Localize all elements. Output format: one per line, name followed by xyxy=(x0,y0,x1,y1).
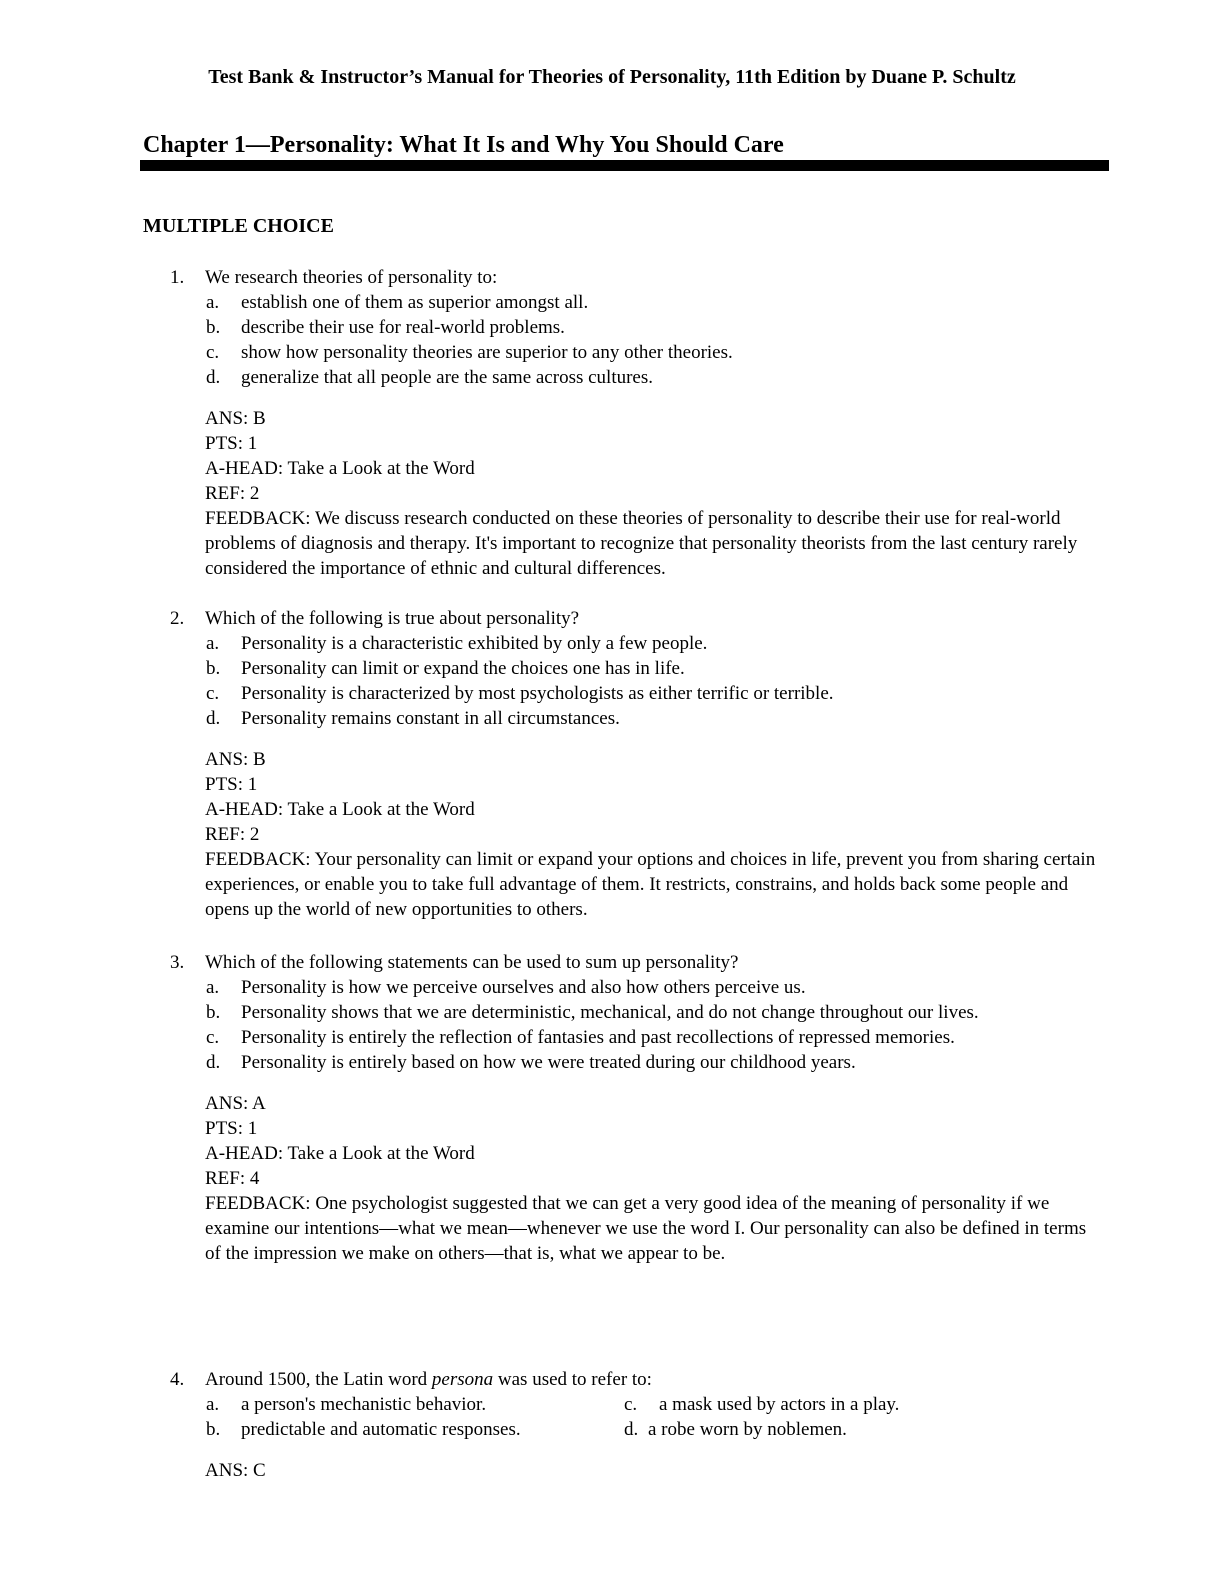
feedback: FEEDBACK: One psychologist suggested that we can get a very good idea of the meaning of personality if we examine our intentions—what we mean—whenever we use the word I. Our personality can also be defined in terms of the impression we make on others—that is, what we appear to be. xyxy=(205,1193,1087,1264)
option-text: Personality is entirely the reflection of fantasies and past recollections of repressed memories. xyxy=(241,1027,955,1048)
chapter-title: Chapter 1—Personality: What It Is and Why You Should Care xyxy=(143,132,784,158)
option-letter: a. xyxy=(206,977,220,998)
feedback: FEEDBACK: We discuss research conducted on these theories of personality to describe their use for real-world problems of diagnosis and therapy. It's important to recognize that personality theorists from the last century rarely considered the importance of ethnic and cultural differences. xyxy=(205,508,1078,579)
option-letter: c. xyxy=(206,683,220,704)
answer: ANS: B xyxy=(205,749,266,770)
a-head: A-HEAD: Take a Look at the Word xyxy=(205,1143,475,1164)
points: PTS: 1 xyxy=(205,1118,258,1139)
a-head: A-HEAD: Take a Look at the Word xyxy=(205,799,475,820)
answer-block xyxy=(205,406,1224,581)
option-letter: b. xyxy=(206,1002,221,1023)
option-a xyxy=(0,290,1224,315)
stem-before: Around 1500, the Latin word xyxy=(205,1369,432,1390)
option-text: Personality remains constant in all circumstances. xyxy=(241,708,620,729)
option-c xyxy=(0,340,1224,365)
option-text: Personality is how we perceive ourselves and also how others perceive us. xyxy=(241,977,806,998)
points: PTS: 1 xyxy=(205,433,258,454)
option-a xyxy=(0,631,1224,656)
answer: ANS: C xyxy=(205,1460,266,1481)
option-text: Personality can limit or expand the choices one has in life. xyxy=(241,658,685,679)
option-b xyxy=(0,656,1224,681)
stem-italic-term: persona xyxy=(431,1369,494,1390)
option-c xyxy=(0,1025,1224,1050)
page-header: Test Bank & Instructor’s Manual for Theories of Personality, 11th Edition by Duane P. Schultz xyxy=(208,66,1016,88)
a-head: A-HEAD: Take a Look at the Word xyxy=(205,458,475,479)
reference: REF: 2 xyxy=(205,483,260,504)
question-2 xyxy=(0,606,1224,922)
option-letter: d. xyxy=(206,708,221,729)
chapter-rule xyxy=(140,160,1109,171)
option-text: a person's mechanistic behavior. xyxy=(241,1394,487,1415)
option-letter: c. xyxy=(206,342,220,363)
option-letter: a. xyxy=(206,1394,220,1415)
option-text: a mask used by actors in a play. xyxy=(659,1394,900,1415)
question-number: 4. xyxy=(170,1369,185,1390)
option-text: Personality is characterized by most psychologists as either terrific or terrible. xyxy=(241,683,834,704)
option-letter: d. xyxy=(206,1052,221,1073)
option-text: Personality is entirely based on how we were treated during our childhood years. xyxy=(241,1052,856,1073)
answer-block xyxy=(205,747,1224,922)
question-number: 2. xyxy=(170,608,185,629)
question-stem: We research theories of personality to: xyxy=(205,267,498,288)
option-text: a robe worn by noblemen. xyxy=(648,1419,847,1440)
option-text: establish one of them as superior amongst all. xyxy=(241,292,589,313)
answer-block xyxy=(205,1458,1224,1483)
question-number: 1. xyxy=(170,267,185,288)
question-stem: Which of the following is true about personality? xyxy=(205,608,580,629)
option-row-1 xyxy=(0,1392,1224,1417)
option-letter: c. xyxy=(624,1394,638,1415)
option-letter: b. xyxy=(206,317,221,338)
question-stem: Which of the following statements can be used to sum up personality? xyxy=(205,952,739,973)
question-number: 3. xyxy=(170,952,185,973)
question-stem xyxy=(205,1367,652,1392)
option-text: generalize that all people are the same across cultures. xyxy=(241,367,653,388)
feedback: FEEDBACK: Your personality can limit or expand your options and choices in life, prevent you from sharing certain experiences, or enable you to take full advantage of them. It restricts, constrains, and holds back some people and opens up the world of new opportunities to others. xyxy=(205,849,1096,920)
option-letter: a. xyxy=(206,292,220,313)
option-letter: d. xyxy=(206,367,221,388)
option-text: describe their use for real-world problems. xyxy=(241,317,565,338)
stem-after: was used to refer to: xyxy=(493,1369,652,1390)
points: PTS: 1 xyxy=(205,774,258,795)
option-c xyxy=(0,681,1224,706)
option-b xyxy=(0,315,1224,340)
option-letter: b. xyxy=(206,658,221,679)
reference: REF: 2 xyxy=(205,824,260,845)
option-d xyxy=(0,1050,1224,1075)
option-letter: b. xyxy=(206,1419,221,1440)
option-letter: c. xyxy=(206,1027,220,1048)
option-b xyxy=(0,1000,1224,1025)
answer-block xyxy=(205,1091,1224,1266)
question-1 xyxy=(0,265,1224,581)
reference: REF: 4 xyxy=(205,1168,260,1189)
option-text: Personality shows that we are deterministic, mechanical, and do not change throughout our lives. xyxy=(241,1002,979,1023)
option-text: Personality is a characteristic exhibited by only a few people. xyxy=(241,633,708,654)
option-row-2 xyxy=(0,1417,1224,1442)
option-text: show how personality theories are superior to any other theories. xyxy=(241,342,733,363)
question-4 xyxy=(0,1367,1224,1483)
option-d xyxy=(0,706,1224,731)
answer: ANS: A xyxy=(205,1093,266,1114)
option-a xyxy=(0,975,1224,1000)
option-text: predictable and automatic responses. xyxy=(241,1419,521,1440)
answer: ANS: B xyxy=(205,408,266,429)
section-heading: MULTIPLE CHOICE xyxy=(143,215,334,237)
option-letter: d. xyxy=(624,1419,639,1440)
option-letter: a. xyxy=(206,633,220,654)
option-d xyxy=(0,365,1224,390)
question-3 xyxy=(0,950,1224,1266)
